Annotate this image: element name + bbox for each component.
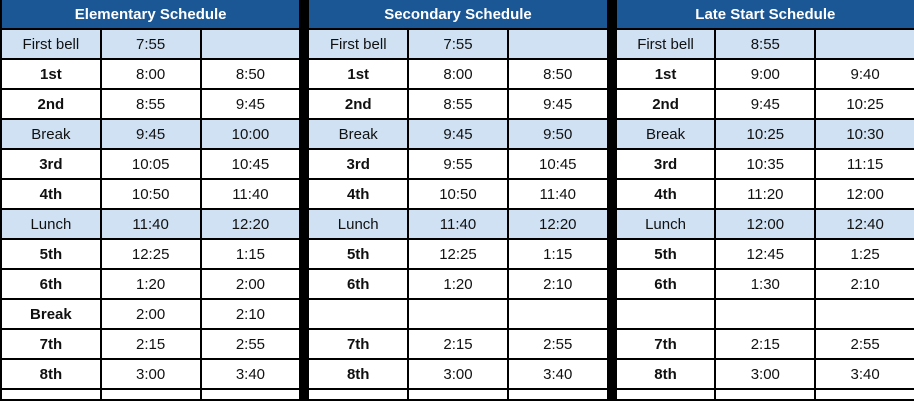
schedule-row: [1, 179, 300, 209]
period-label-cell: [308, 299, 408, 329]
period-label-cell: 3rd: [308, 149, 408, 179]
empty-cell: [201, 389, 301, 400]
period-label-cell: 2nd: [308, 89, 408, 119]
start-time-cell: 10:50: [408, 179, 508, 209]
start-time-cell: 3:00: [715, 359, 815, 389]
period-label-cell: Lunch: [1, 209, 101, 239]
period-label-cell: First bell: [1, 29, 101, 59]
end-time-cell: 8:50: [508, 59, 608, 89]
period-label-cell: [616, 299, 716, 329]
empty-cell: [616, 389, 716, 400]
end-time-cell: [815, 29, 914, 59]
period-label-cell: 1st: [1, 59, 101, 89]
schedule-row: [1, 239, 300, 269]
end-time-cell: 11:40: [201, 179, 301, 209]
schedule-row: [616, 239, 914, 269]
end-time-cell: 10:45: [508, 149, 608, 179]
start-time-cell: 8:55: [101, 89, 201, 119]
end-time-cell: 2:55: [201, 329, 301, 359]
end-time-cell: 10:25: [815, 89, 914, 119]
start-time-cell: 8:00: [101, 59, 201, 89]
start-time-cell: 10:35: [715, 149, 815, 179]
period-label-cell: 3rd: [616, 149, 716, 179]
period-label-cell: 6th: [308, 269, 408, 299]
start-time-cell: 8:55: [715, 29, 815, 59]
start-time-cell: 11:20: [715, 179, 815, 209]
table-late-start-schedule: [615, 0, 914, 401]
start-time-cell: 3:00: [408, 359, 508, 389]
schedule-row: [308, 29, 607, 59]
late-start-schedule-table: [615, 0, 914, 401]
schedule-row: [616, 359, 914, 389]
start-time-cell: 1:30: [715, 269, 815, 299]
period-label-cell: 8th: [308, 359, 408, 389]
end-time-cell: [508, 29, 608, 59]
period-label-cell: 2nd: [616, 89, 716, 119]
period-label-cell: First bell: [616, 29, 716, 59]
start-time-cell: 1:20: [101, 269, 201, 299]
period-label-cell: Lunch: [308, 209, 408, 239]
schedule-row: [1, 359, 300, 389]
period-label-cell: 4th: [1, 179, 101, 209]
empty-cell: [408, 389, 508, 400]
schedule-row: [308, 269, 607, 299]
end-time-cell: 9:40: [815, 59, 914, 89]
start-time-cell: 12:45: [715, 239, 815, 269]
end-time-cell: 11:40: [508, 179, 608, 209]
table-title-late-start: Late Start Schedule: [616, 0, 914, 29]
secondary-rows: [308, 29, 607, 400]
schedule-row: [616, 299, 914, 329]
end-time-cell: 3:40: [201, 359, 301, 389]
schedule-row: [308, 89, 607, 119]
start-time-cell: 7:55: [101, 29, 201, 59]
schedule-row: [308, 359, 607, 389]
schedule-row: [1, 209, 300, 239]
start-time-cell: 9:45: [101, 119, 201, 149]
end-time-cell: 9:45: [508, 89, 608, 119]
end-time-cell: 1:15: [201, 239, 301, 269]
start-time-cell: 2:15: [408, 329, 508, 359]
schedule-row: [616, 149, 914, 179]
end-time-cell: 12:20: [508, 209, 608, 239]
cropped-partial-row: [1, 389, 300, 400]
end-time-cell: 8:50: [201, 59, 301, 89]
schedule-row: [308, 59, 607, 89]
schedule-row: [1, 329, 300, 359]
period-label-cell: 8th: [1, 359, 101, 389]
period-label-cell: 5th: [616, 239, 716, 269]
end-time-cell: 2:10: [508, 269, 608, 299]
schedule-row: [1, 299, 300, 329]
period-label-cell: 6th: [616, 269, 716, 299]
end-time-cell: 2:10: [201, 299, 301, 329]
elementary-schedule-table: [0, 0, 301, 401]
schedule-row: [616, 269, 914, 299]
period-label-cell: 4th: [616, 179, 716, 209]
start-time-cell: 12:25: [101, 239, 201, 269]
period-label-cell: 6th: [1, 269, 101, 299]
period-label-cell: 5th: [308, 239, 408, 269]
end-time-cell: 1:15: [508, 239, 608, 269]
period-label-cell: 1st: [616, 59, 716, 89]
period-label-cell: Lunch: [616, 209, 716, 239]
period-label-cell: 3rd: [1, 149, 101, 179]
secondary-schedule-table: [307, 0, 608, 401]
start-time-cell: 2:00: [101, 299, 201, 329]
schedule-row: [308, 329, 607, 359]
table-header-row: [1, 0, 300, 29]
start-time-cell: 12:00: [715, 209, 815, 239]
table-title-secondary: Secondary Schedule: [308, 0, 607, 29]
schedule-row: [616, 59, 914, 89]
empty-cell: [101, 389, 201, 400]
end-time-cell: 1:25: [815, 239, 914, 269]
schedule-row: [616, 89, 914, 119]
period-label-cell: 4th: [308, 179, 408, 209]
start-time-cell: 8:00: [408, 59, 508, 89]
period-label-cell: 7th: [616, 329, 716, 359]
period-label-cell: 5th: [1, 239, 101, 269]
period-label-cell: Break: [616, 119, 716, 149]
empty-cell: [815, 389, 914, 400]
period-label-cell: 1st: [308, 59, 408, 89]
table-header-row: [308, 0, 607, 29]
end-time-cell: 10:00: [201, 119, 301, 149]
schedule-row: [308, 239, 607, 269]
table-title-elementary: Elementary Schedule: [1, 0, 300, 29]
table-header-row: [616, 0, 914, 29]
table-elementary-schedule: [0, 0, 301, 401]
schedule-row: [308, 149, 607, 179]
start-time-cell: 2:15: [101, 329, 201, 359]
cropped-partial-row: [308, 389, 607, 400]
start-time-cell: 10:25: [715, 119, 815, 149]
schedule-row: [308, 209, 607, 239]
end-time-cell: 10:45: [201, 149, 301, 179]
start-time-cell: 10:05: [101, 149, 201, 179]
schedule-row: [1, 29, 300, 59]
end-time-cell: 12:20: [201, 209, 301, 239]
start-time-cell: 9:55: [408, 149, 508, 179]
end-time-cell: 3:40: [508, 359, 608, 389]
period-label-cell: 8th: [616, 359, 716, 389]
empty-cell: [508, 389, 608, 400]
end-time-cell: 2:10: [815, 269, 914, 299]
schedule-row: [616, 29, 914, 59]
cropped-partial-row: [616, 389, 914, 400]
end-time-cell: 10:30: [815, 119, 914, 149]
schedule-row: [616, 209, 914, 239]
end-time-cell: 12:40: [815, 209, 914, 239]
start-time-cell: 2:15: [715, 329, 815, 359]
start-time-cell: 12:25: [408, 239, 508, 269]
schedule-row: [308, 119, 607, 149]
start-time-cell: 8:55: [408, 89, 508, 119]
end-time-cell: 3:40: [815, 359, 914, 389]
end-time-cell: 9:45: [201, 89, 301, 119]
end-time-cell: 2:00: [201, 269, 301, 299]
table-secondary-schedule: [307, 0, 608, 401]
schedule-row: [1, 269, 300, 299]
empty-cell: [715, 389, 815, 400]
end-time-cell: [201, 29, 301, 59]
start-time-cell: 11:40: [101, 209, 201, 239]
schedule-row: [1, 89, 300, 119]
period-label-cell: Break: [308, 119, 408, 149]
late-start-rows: [616, 29, 914, 400]
period-label-cell: First bell: [308, 29, 408, 59]
start-time-cell: 9:45: [715, 89, 815, 119]
end-time-cell: 12:00: [815, 179, 914, 209]
end-time-cell: 2:55: [815, 329, 914, 359]
start-time-cell: 11:40: [408, 209, 508, 239]
schedule-row: [616, 329, 914, 359]
start-time-cell: 9:45: [408, 119, 508, 149]
start-time-cell: [715, 299, 815, 329]
end-time-cell: 2:55: [508, 329, 608, 359]
schedule-row: [1, 149, 300, 179]
schedule-row: [1, 59, 300, 89]
end-time-cell: 11:15: [815, 149, 914, 179]
start-time-cell: 7:55: [408, 29, 508, 59]
start-time-cell: 1:20: [408, 269, 508, 299]
elementary-rows: [1, 29, 300, 400]
end-time-cell: [815, 299, 914, 329]
schedule-row: [616, 119, 914, 149]
period-label-cell: 7th: [1, 329, 101, 359]
start-time-cell: 9:00: [715, 59, 815, 89]
schedule-row: [308, 179, 607, 209]
empty-cell: [308, 389, 408, 400]
start-time-cell: [408, 299, 508, 329]
schedule-row: [616, 179, 914, 209]
schedule-row: [1, 119, 300, 149]
start-time-cell: 3:00: [101, 359, 201, 389]
schedule-row: [308, 299, 607, 329]
period-label-cell: 7th: [308, 329, 408, 359]
end-time-cell: 9:50: [508, 119, 608, 149]
period-label-cell: 2nd: [1, 89, 101, 119]
end-time-cell: [508, 299, 608, 329]
period-label-cell: Break: [1, 119, 101, 149]
start-time-cell: 10:50: [101, 179, 201, 209]
period-label-cell: Break: [1, 299, 101, 329]
empty-cell: [1, 389, 101, 400]
